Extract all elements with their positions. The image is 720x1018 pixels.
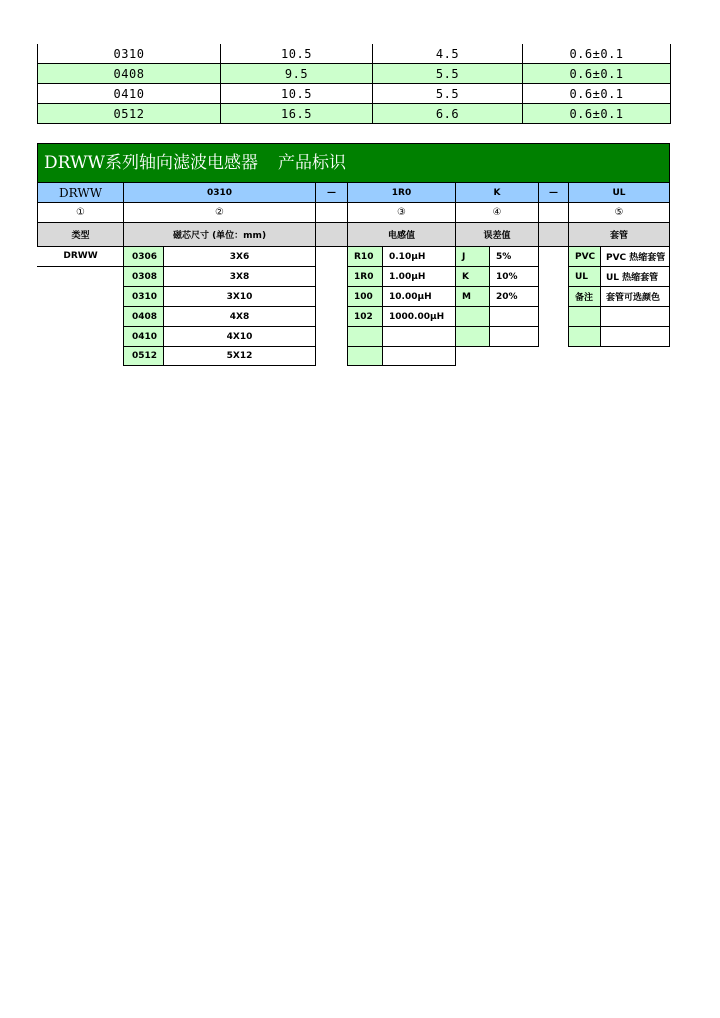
empty-cell bbox=[455, 326, 490, 347]
table-cell: 0.6±0.1 bbox=[523, 64, 671, 84]
table-row bbox=[38, 44, 671, 64]
sleeve-value: UL 热缩套管 bbox=[600, 266, 670, 287]
type-value: DRWW bbox=[37, 246, 124, 267]
empty-cell bbox=[347, 326, 383, 347]
category-type: 类型 bbox=[37, 222, 124, 247]
empty-cell bbox=[382, 346, 456, 366]
inductance-value: 0.10μH bbox=[382, 246, 456, 267]
size-code: 0306 bbox=[123, 246, 164, 267]
category-size: 磁芯尺寸 (单位：mm) bbox=[123, 222, 316, 247]
code-tolerance: K bbox=[455, 182, 539, 203]
size-code: 0308 bbox=[123, 266, 164, 287]
inductance-code: 100 bbox=[347, 286, 383, 307]
table-row bbox=[38, 104, 671, 124]
table-cell: 9.5 bbox=[221, 64, 373, 84]
table-cell: 6.6 bbox=[373, 104, 523, 124]
empty-cell bbox=[568, 306, 601, 327]
tolerance-value: 20% bbox=[489, 286, 539, 307]
table-cell: 0.6±0.1 bbox=[523, 84, 671, 104]
position-number: ③ bbox=[347, 202, 456, 223]
position-number: ① bbox=[37, 202, 124, 223]
sleeve-code: 备注 bbox=[568, 286, 601, 307]
category-inductance: 电感值 bbox=[347, 222, 456, 247]
code-size: 0310 bbox=[123, 182, 316, 203]
category-tolerance: 误差值 bbox=[455, 222, 539, 247]
empty-cell bbox=[600, 326, 670, 347]
category-sleeve: 套管 bbox=[568, 222, 670, 247]
sleeve-value: 套管可选颜色 bbox=[600, 286, 670, 307]
size-code: 0410 bbox=[123, 326, 164, 347]
dimension-table bbox=[37, 44, 671, 124]
inductance-value: 1.00μH bbox=[382, 266, 456, 287]
table-cell: 5.5 bbox=[373, 64, 523, 84]
empty-cell bbox=[600, 306, 670, 327]
size-code: 0512 bbox=[123, 346, 164, 366]
tolerance-code: K bbox=[455, 266, 490, 287]
tolerance-code: J bbox=[455, 246, 490, 267]
table-cell: 4.5 bbox=[373, 44, 523, 64]
table-cell: 0.6±0.1 bbox=[523, 44, 671, 64]
table-cell: 0408 bbox=[38, 64, 221, 84]
tolerance-value: 5% bbox=[489, 246, 539, 267]
table-row bbox=[38, 64, 671, 84]
table-cell: 0410 bbox=[38, 84, 221, 104]
section-title: 产品标识 bbox=[278, 153, 346, 173]
table-cell: 16.5 bbox=[221, 104, 373, 124]
table-cell: 5.5 bbox=[373, 84, 523, 104]
title-bar bbox=[37, 143, 670, 183]
table-cell: 10.5 bbox=[221, 44, 373, 64]
spacer-cell bbox=[315, 202, 348, 223]
spacer-cell bbox=[538, 202, 569, 223]
code-inductance: 1R0 bbox=[347, 182, 456, 203]
spacer-cell bbox=[538, 222, 569, 247]
code-dash: — bbox=[538, 182, 569, 203]
tolerance-value: 10% bbox=[489, 266, 539, 287]
sleeve-code: PVC bbox=[568, 246, 601, 267]
size-value: 3X8 bbox=[163, 266, 316, 287]
inductance-code: 1R0 bbox=[347, 266, 383, 287]
empty-cell bbox=[382, 326, 456, 347]
series-title: DRWW系列轴向滤波电感器 bbox=[44, 153, 259, 173]
code-type: DRWW bbox=[37, 182, 124, 203]
sleeve-code: UL bbox=[568, 266, 601, 287]
size-code: 0310 bbox=[123, 286, 164, 307]
size-value: 3X6 bbox=[163, 246, 316, 267]
spacer-cell bbox=[315, 222, 348, 247]
tolerance-code: M bbox=[455, 286, 490, 307]
table-cell: 0310 bbox=[38, 44, 221, 64]
size-code: 0408 bbox=[123, 306, 164, 327]
size-value: 4X8 bbox=[163, 306, 316, 327]
table-row bbox=[38, 84, 671, 104]
size-value: 4X10 bbox=[163, 326, 316, 347]
empty-cell bbox=[347, 346, 383, 366]
position-number: ④ bbox=[455, 202, 539, 223]
table-cell: 10.5 bbox=[221, 84, 373, 104]
empty-cell bbox=[568, 326, 601, 347]
table-cell: 0.6±0.1 bbox=[523, 104, 671, 124]
empty-cell bbox=[489, 306, 539, 327]
position-number: ⑤ bbox=[568, 202, 670, 223]
code-dash: — bbox=[315, 182, 348, 203]
empty-cell bbox=[489, 326, 539, 347]
size-value: 5X12 bbox=[163, 346, 316, 366]
position-number: ② bbox=[123, 202, 316, 223]
inductance-code: 102 bbox=[347, 306, 383, 327]
inductance-value: 10.00μH bbox=[382, 286, 456, 307]
inductance-code: R10 bbox=[347, 246, 383, 267]
code-sleeve: UL bbox=[568, 182, 670, 203]
table-cell: 0512 bbox=[38, 104, 221, 124]
empty-cell bbox=[455, 306, 490, 327]
inductance-value: 1000.00μH bbox=[382, 306, 456, 327]
size-value: 3X10 bbox=[163, 286, 316, 307]
sleeve-value: PVC 热缩套管 bbox=[600, 246, 670, 267]
